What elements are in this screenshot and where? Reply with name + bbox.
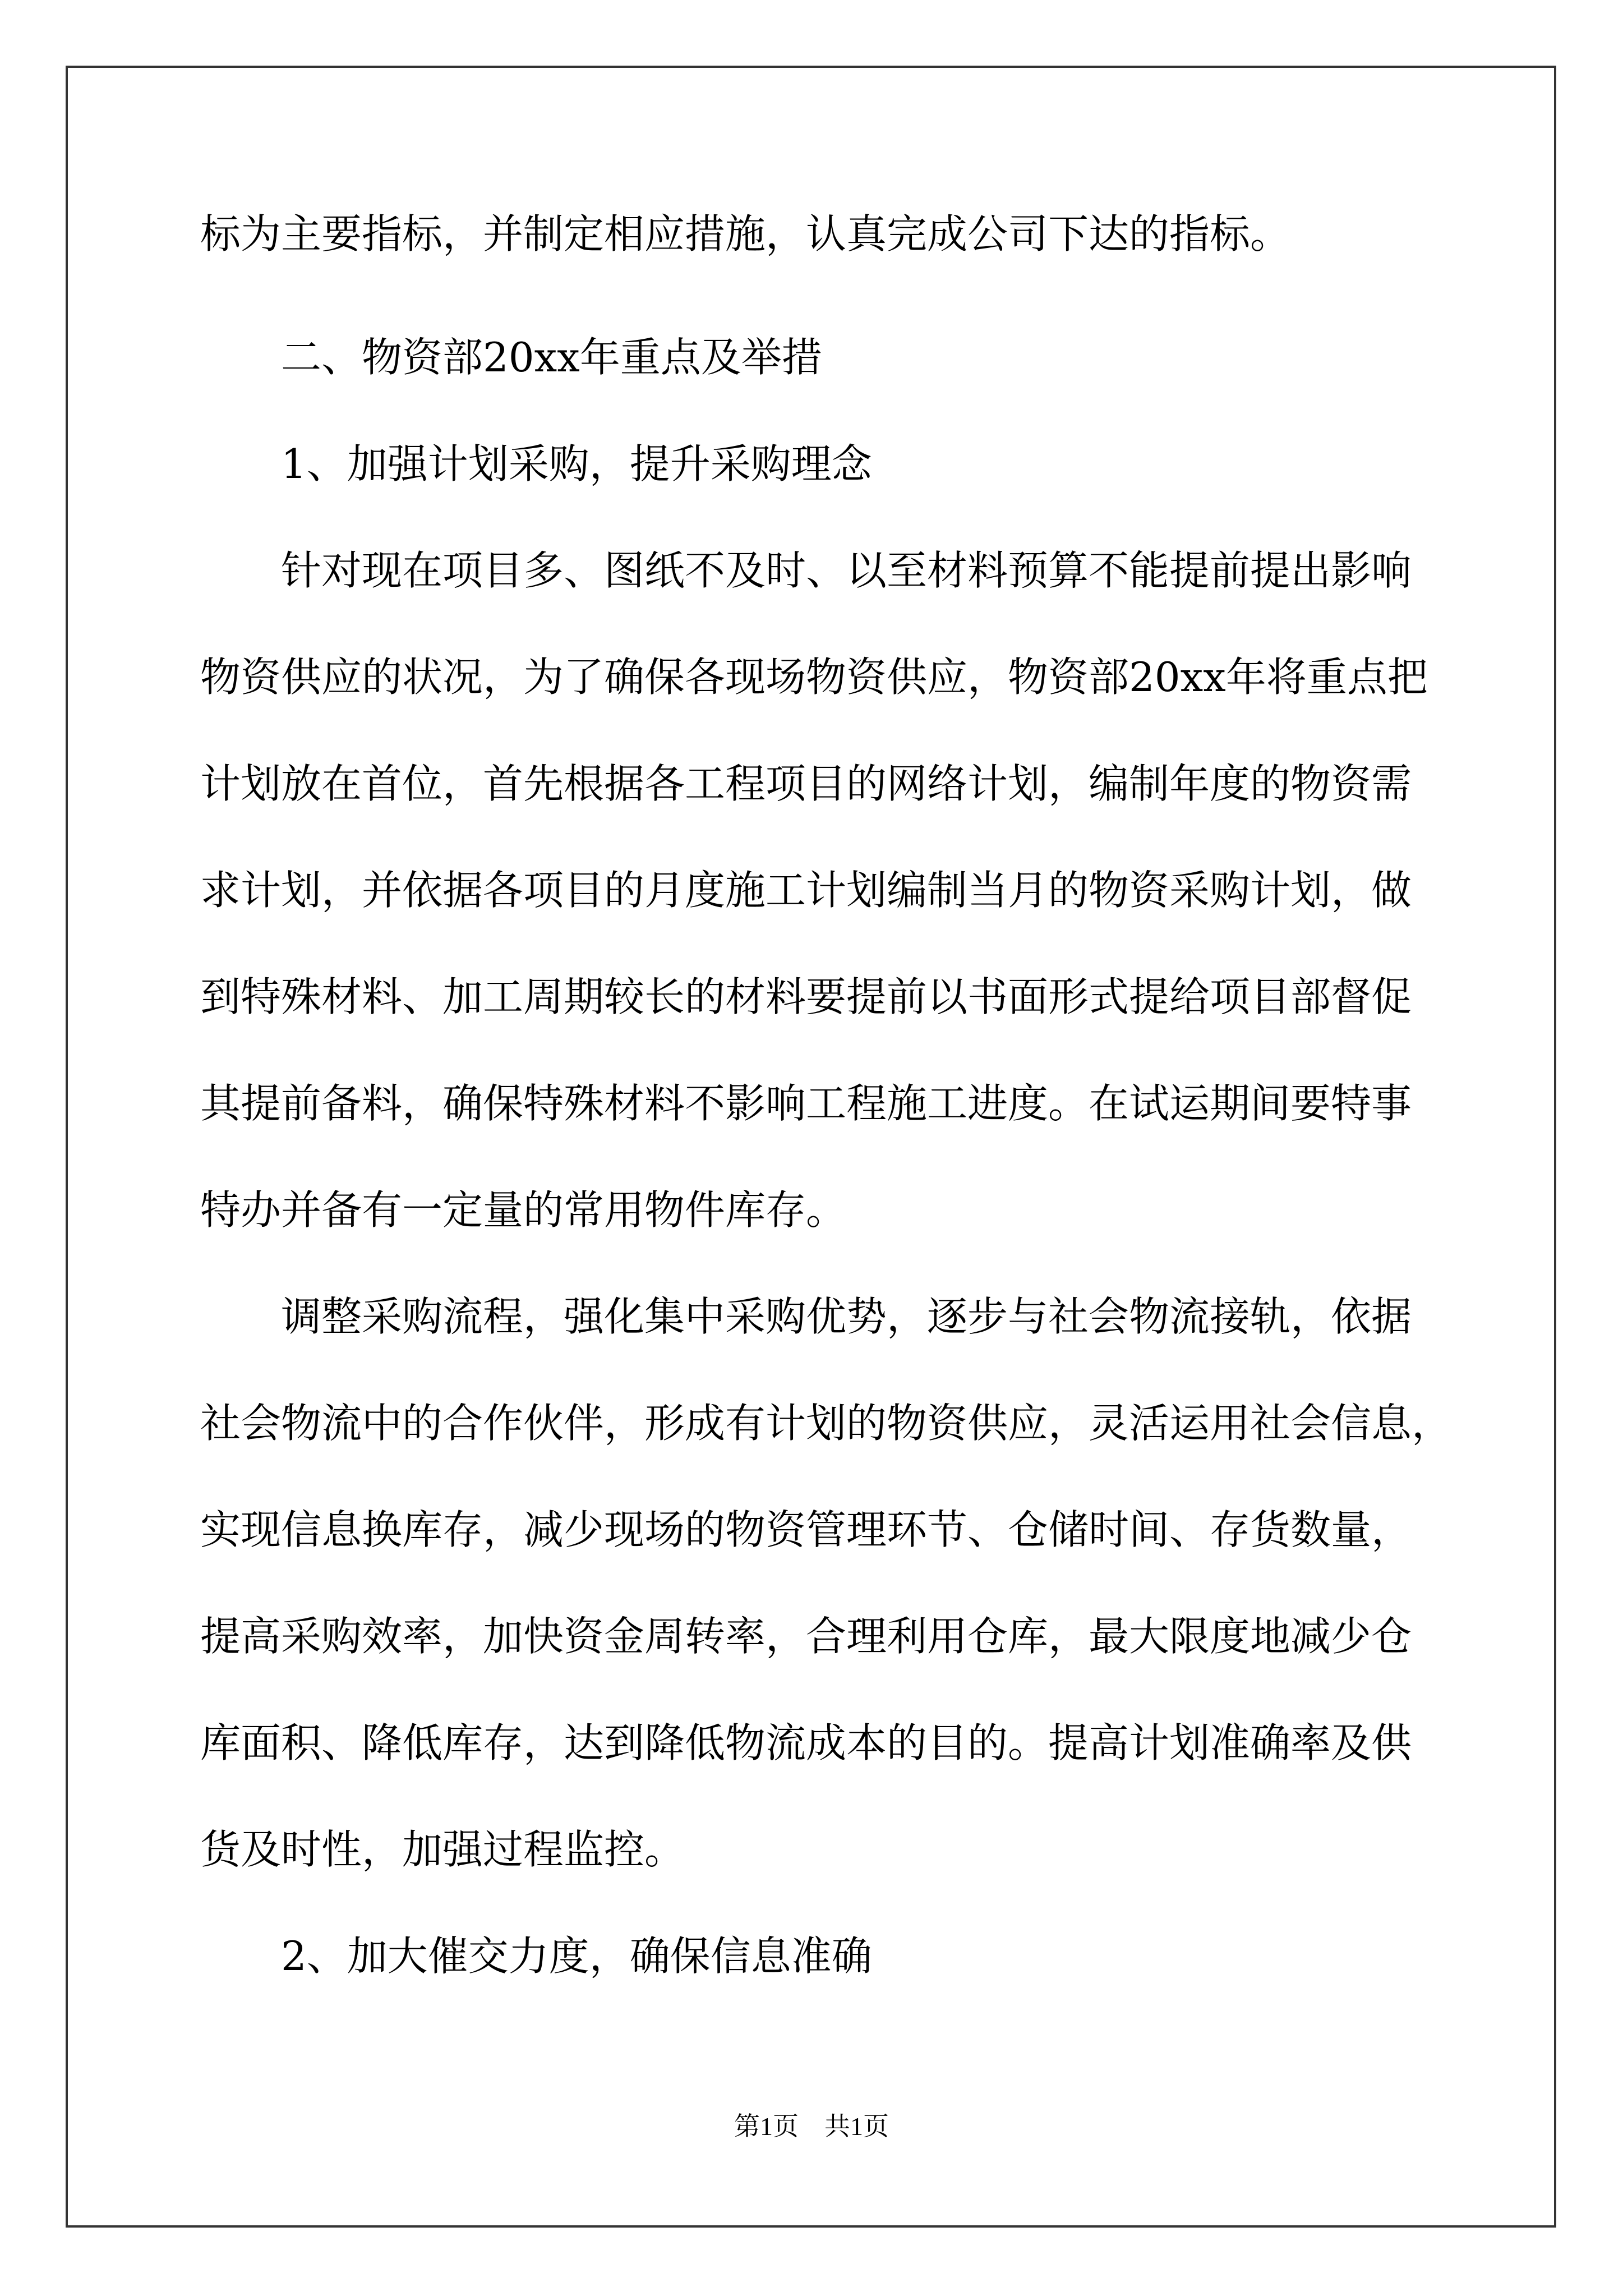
- section-heading: 二、物资部20xx年重点及举措: [200, 334, 822, 381]
- text-line: 特办并备有一定量的常用物件库存。: [200, 1186, 847, 1234]
- text-line: 提高采购效率，加快资金周转率，合理利用仓库，最大限度地减少仓: [200, 1613, 1412, 1660]
- page-number: 第1页 共1页: [734, 2112, 889, 2141]
- page-border: [66, 66, 1556, 2228]
- text-line: 到特殊材料、加工周期较长的材料要提前以书面形式提给项目部督促: [200, 973, 1412, 1020]
- text-line: 物资供应的状况，为了确保各现场物资供应，物资部20xx年将重点把: [200, 654, 1428, 701]
- text-line: 计划放在首位，首先根据各工程项目的网络计划，编制年度的物资需: [200, 760, 1412, 807]
- text-line: 社会物流中的合作伙伴，形成有计划的物资供应，灵活运用社会信息，: [200, 1400, 1453, 1447]
- text-line: 针对现在项目多、图纸不及时、以至材料预算不能提前提出影响: [200, 547, 1412, 594]
- text-line: 调整采购流程，强化集中采购优势，逐步与社会物流接轨，依据: [200, 1293, 1412, 1340]
- subsection-heading: 1、加强计划采购，提升采购理念: [200, 440, 872, 487]
- text-line: 货及时性，加强过程监控。: [200, 1826, 685, 1873]
- subsection-heading: 2、加大催交力度，确保信息准确: [200, 1932, 872, 1980]
- text-line: 标为主要指标，并制定相应措施，认真完成公司下达的指标。: [200, 210, 1291, 257]
- text-line: 库面积、降低库存，达到降低物流成本的目的。提高计划准确率及供: [200, 1719, 1412, 1766]
- text-line: 求计划，并依据各项目的月度施工计划编制当月的物资采购计划，做: [200, 867, 1412, 914]
- text-line: 实现信息换库存，减少现场的物资管理环节、仓储时间、存货数量，: [200, 1506, 1412, 1553]
- text-line: 其提前备料，确保特殊材料不影响工程施工进度。在试运期间要特事: [200, 1080, 1412, 1127]
